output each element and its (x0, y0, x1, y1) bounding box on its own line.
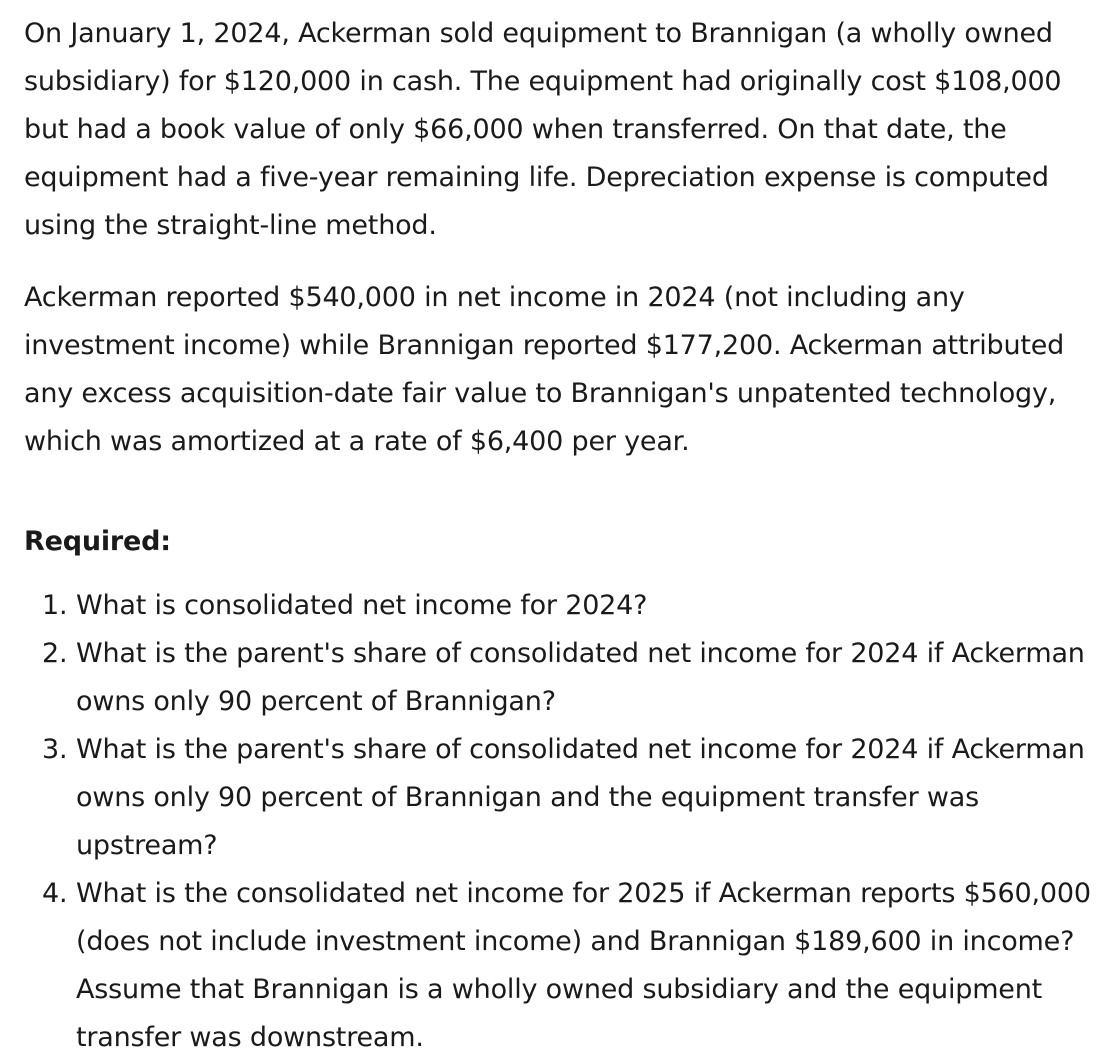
question-number: 2. (42, 638, 68, 669)
question-text: What is the parent's share of consolidated net income for 2024 if Ackerman owns only 90 percent of Brannigan? (76, 638, 1085, 717)
question-item-3 (24, 726, 1094, 870)
question-text: What is the parent's share of consolidated net income for 2024 if Ackerman owns only 90 percent of Brannigan and the equipment transfer was upstream? (76, 734, 1085, 861)
question-number: 3. (42, 734, 68, 765)
question-number: 1. (42, 590, 68, 621)
question-item-2 (24, 630, 1094, 726)
question-item-1 (24, 582, 1094, 630)
problem-paragraph-1: On January 1, 2024, Ackerman sold equipment to Brannigan (a wholly owned subsidiary) for $120,000 in cash. The equipment had originally cost $108,000 but had a book value of only $66,000 when transferred. On that date, the equipment had a five-year remaining life. Depreciation expense is computed using the straight-line method. (24, 18, 1062, 241)
problem-paragraph-2: Ackerman reported $540,000 in net income in 2024 (not including any investment income) while Brannigan reported $177,200. Ackerman attributed any excess acquisition-date fair value to Brannigan's unpatented technology, which was amortized at a rate of $6,400 per year. (24, 282, 1065, 457)
question-text: What is consolidated net income for 2024? (76, 590, 648, 621)
question-text: What is the consolidated net income for 2025 if Ackerman reports $560,000 (does not include investment income) and Brannigan $189,600 in income? Assume that Brannigan is a wholly owned subsidiary and the equipment transfer was downstream. (76, 878, 1091, 1053)
required-heading: Required: (24, 526, 171, 557)
question-item-4 (24, 870, 1094, 1062)
question-list (24, 582, 1094, 1062)
question-number: 4. (42, 878, 68, 909)
